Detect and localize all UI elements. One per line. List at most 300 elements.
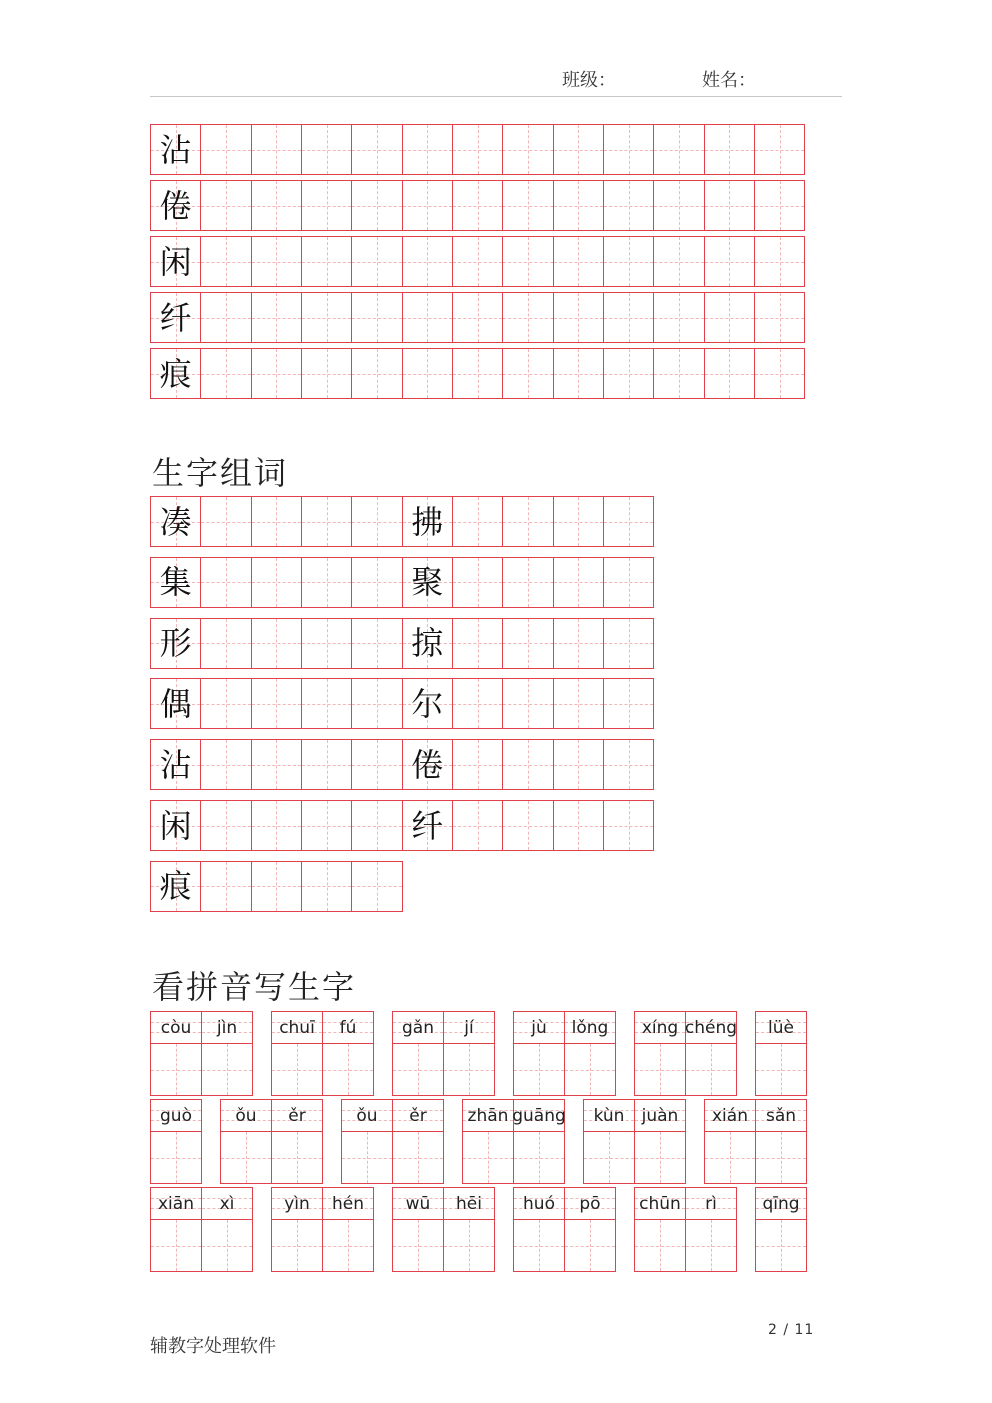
writing-box[interactable] [514, 1220, 564, 1271]
character-cell [150, 124, 201, 175]
pinyin-text: jìn [216, 1017, 238, 1038]
pinyin-text: chuī [279, 1017, 315, 1038]
character-text: 痕 [159, 867, 192, 906]
writing-cell[interactable] [502, 496, 553, 547]
writing-cell[interactable] [200, 180, 251, 231]
pinyin-group [150, 1099, 201, 1184]
writing-cell[interactable] [553, 348, 604, 399]
pinyin-label [635, 1188, 685, 1220]
pinyin-cell [513, 1011, 565, 1096]
writing-cell[interactable] [301, 800, 352, 851]
writing-cell[interactable] [452, 678, 503, 729]
pinyin-cell [150, 1187, 202, 1272]
writing-box[interactable] [272, 1220, 322, 1271]
writing-cell[interactable] [704, 292, 755, 343]
pinyin-text: yìn [284, 1193, 310, 1214]
pinyin-text: qīng [762, 1193, 800, 1214]
pinyin-cell [513, 1187, 565, 1272]
page-number: 2 / 11 [768, 1322, 815, 1338]
writing-box[interactable] [686, 1044, 736, 1095]
writing-cell[interactable] [754, 292, 805, 343]
pinyin-text: ǒu [356, 1105, 378, 1126]
writing-cell[interactable] [200, 800, 251, 851]
pinyin-label [635, 1100, 685, 1132]
pinyin-label [756, 1188, 806, 1220]
writing-cell[interactable] [200, 739, 251, 790]
writing-cell[interactable] [452, 124, 503, 175]
pinyin-cell [220, 1099, 272, 1184]
pinyin-group [271, 1187, 373, 1272]
pinyin-cell [201, 1187, 253, 1272]
class-label: 班级： [562, 70, 616, 91]
writing-box[interactable] [202, 1044, 252, 1095]
writing-cell[interactable] [603, 557, 654, 608]
writing-box[interactable] [635, 1220, 685, 1271]
writing-cell[interactable] [603, 236, 654, 287]
pinyin-label [272, 1012, 322, 1044]
writing-cell[interactable] [351, 496, 402, 547]
pinyin-text: guāng [512, 1105, 566, 1126]
practice-row [150, 236, 804, 287]
writing-cell[interactable] [301, 618, 352, 669]
writing-cell[interactable] [603, 124, 654, 175]
character-cell [402, 618, 453, 669]
pinyin-label [393, 1188, 443, 1220]
character-cell [150, 739, 201, 790]
word-row [150, 618, 653, 669]
writing-cell[interactable] [351, 678, 402, 729]
writing-cell[interactable] [452, 348, 503, 399]
writing-cell[interactable] [603, 348, 654, 399]
pinyin-cell [685, 1011, 737, 1096]
pinyin-group [150, 1187, 252, 1272]
writing-cell[interactable] [754, 236, 805, 287]
pinyin-text: huó [523, 1193, 555, 1214]
writing-cell[interactable] [653, 236, 704, 287]
writing-box[interactable] [635, 1044, 685, 1095]
pinyin-label [151, 1012, 201, 1044]
pinyin-label [202, 1188, 252, 1220]
character-text: 沾 [159, 130, 192, 169]
pinyin-cell [201, 1011, 253, 1096]
pinyin-cell [271, 1011, 323, 1096]
pinyin-label [272, 1188, 322, 1220]
writing-cell[interactable] [502, 678, 553, 729]
pinyin-text: còu [160, 1017, 192, 1038]
pinyin-text: wū [405, 1193, 431, 1214]
writing-cell[interactable] [200, 124, 251, 175]
writing-cell[interactable] [301, 739, 352, 790]
writing-box[interactable] [444, 1220, 494, 1271]
pinyin-label [393, 1100, 443, 1132]
writing-cell[interactable] [553, 800, 604, 851]
header-divider [150, 96, 842, 97]
writing-box[interactable] [393, 1044, 443, 1095]
writing-cell[interactable] [653, 292, 704, 343]
writing-cell[interactable] [251, 496, 302, 547]
pinyin-label [705, 1100, 755, 1132]
writing-cell[interactable] [553, 739, 604, 790]
pinyin-label [272, 1100, 322, 1132]
writing-cell[interactable] [553, 557, 604, 608]
character-cell [150, 800, 201, 851]
writing-cell[interactable] [200, 236, 251, 287]
writing-cell[interactable] [603, 739, 654, 790]
writing-cell[interactable] [251, 292, 302, 343]
word-row [150, 496, 653, 547]
writing-box[interactable] [393, 1132, 443, 1183]
practice-row [150, 124, 804, 175]
writing-box[interactable] [565, 1220, 615, 1271]
pinyin-group [220, 1099, 322, 1184]
writing-cell[interactable] [603, 618, 654, 669]
writing-cell[interactable] [603, 800, 654, 851]
pinyin-cell [392, 1099, 444, 1184]
writing-cell[interactable] [704, 348, 755, 399]
pinyin-text: xián [712, 1105, 748, 1126]
pinyin-group [462, 1099, 564, 1184]
character-text: 偶 [159, 684, 192, 723]
pinyin-cell [755, 1187, 807, 1272]
writing-cell[interactable] [502, 292, 553, 343]
writing-box[interactable] [323, 1220, 373, 1271]
writing-cell[interactable] [553, 678, 604, 729]
writing-cell[interactable] [603, 180, 654, 231]
writing-cell[interactable] [251, 124, 302, 175]
pinyin-text: kùn [593, 1105, 625, 1126]
writing-cell[interactable] [502, 348, 553, 399]
pinyin-label [444, 1188, 494, 1220]
writing-box[interactable] [151, 1220, 201, 1271]
pinyin-label [221, 1100, 271, 1132]
writing-cell[interactable] [754, 348, 805, 399]
writing-cell[interactable] [251, 678, 302, 729]
pinyin-label [463, 1100, 513, 1132]
pinyin-text: xì [219, 1193, 235, 1214]
pinyin-group [755, 1187, 806, 1272]
pinyin-group [392, 1187, 494, 1272]
pinyin-label [514, 1012, 564, 1044]
writing-cell[interactable] [351, 618, 402, 669]
writing-cell[interactable] [553, 292, 604, 343]
writing-box[interactable] [323, 1044, 373, 1095]
writing-cell[interactable] [402, 236, 453, 287]
pinyin-text: ǒu [235, 1105, 257, 1126]
character-cell [402, 800, 453, 851]
character-text: 掠 [411, 624, 444, 663]
pinyin-text: ěr [288, 1105, 306, 1126]
writing-cell[interactable] [200, 348, 251, 399]
pinyin-text: zhān [467, 1105, 509, 1126]
pinyin-group [341, 1099, 443, 1184]
pinyin-label [444, 1012, 494, 1044]
pinyin-label [565, 1012, 615, 1044]
pinyin-group [634, 1187, 736, 1272]
pinyin-text: ěr [409, 1105, 427, 1126]
writing-cell[interactable] [200, 618, 251, 669]
writing-cell[interactable] [553, 496, 604, 547]
pinyin-text: xiān [158, 1193, 194, 1214]
pinyin-group [583, 1099, 685, 1184]
writing-box[interactable] [221, 1132, 271, 1183]
pinyin-cell [462, 1099, 514, 1184]
writing-cell[interactable] [452, 557, 503, 608]
pinyin-cell [392, 1187, 444, 1272]
character-cell [150, 348, 201, 399]
writing-cell[interactable] [603, 292, 654, 343]
pinyin-cell [322, 1011, 374, 1096]
pinyin-cell [322, 1187, 374, 1272]
pinyin-text: hén [331, 1193, 364, 1214]
character-cell [150, 236, 201, 287]
pinyin-group [755, 1011, 806, 1096]
writing-cell[interactable] [704, 236, 755, 287]
writing-box[interactable] [444, 1044, 494, 1095]
pinyin-label [393, 1012, 443, 1044]
character-text: 形 [159, 624, 192, 663]
word-row [150, 557, 653, 608]
writing-box[interactable] [514, 1132, 564, 1183]
writing-cell[interactable] [502, 557, 553, 608]
pinyin-text: jí [464, 1017, 474, 1038]
pinyin-group [150, 1011, 252, 1096]
character-cell [150, 618, 201, 669]
pinyin-group [513, 1187, 615, 1272]
writing-cell[interactable] [603, 496, 654, 547]
pinyin-cell [634, 1187, 686, 1272]
pinyin-cell [634, 1099, 686, 1184]
pinyin-cell [704, 1099, 756, 1184]
writing-box[interactable] [463, 1132, 513, 1183]
pinyin-cell [755, 1099, 807, 1184]
pinyin-group [271, 1011, 373, 1096]
word-section-title: 生字组词 [152, 454, 289, 492]
footer-software-name: 辅教字处理软件 [150, 1336, 276, 1357]
writing-cell[interactable] [301, 180, 352, 231]
pinyin-text: chūn [639, 1193, 681, 1214]
writing-cell[interactable] [351, 557, 402, 608]
pinyin-label [342, 1100, 392, 1132]
pinyin-group [704, 1099, 806, 1184]
writing-cell[interactable] [502, 180, 553, 231]
writing-cell[interactable] [452, 236, 503, 287]
writing-cell[interactable] [351, 180, 402, 231]
writing-cell[interactable] [452, 292, 503, 343]
pinyin-cell [150, 1011, 202, 1096]
writing-cell[interactable] [452, 180, 503, 231]
character-text: 倦 [159, 186, 192, 225]
character-cell [150, 557, 201, 608]
writing-box[interactable] [756, 1132, 806, 1183]
character-text: 凑 [159, 502, 192, 541]
writing-cell[interactable] [301, 124, 352, 175]
pinyin-label [514, 1188, 564, 1220]
pinyin-group [392, 1011, 494, 1096]
writing-cell[interactable] [402, 348, 453, 399]
pinyin-label [686, 1188, 736, 1220]
writing-cell[interactable] [301, 861, 352, 912]
writing-cell[interactable] [502, 124, 553, 175]
writing-cell[interactable] [704, 124, 755, 175]
pinyin-cell [583, 1099, 635, 1184]
writing-cell[interactable] [351, 800, 402, 851]
writing-cell[interactable] [653, 124, 704, 175]
writing-cell[interactable] [200, 496, 251, 547]
pinyin-cell [392, 1011, 444, 1096]
writing-cell[interactable] [502, 739, 553, 790]
writing-cell[interactable] [351, 861, 402, 912]
pinyin-section-title: 看拼音写生字 [152, 968, 357, 1006]
pinyin-label [202, 1012, 252, 1044]
character-text: 倦 [411, 745, 444, 784]
writing-cell[interactable] [301, 348, 352, 399]
pinyin-label [151, 1100, 201, 1132]
character-text: 沾 [159, 745, 192, 784]
writing-cell[interactable] [351, 236, 402, 287]
writing-cell[interactable] [351, 292, 402, 343]
character-text: 纤 [411, 806, 444, 845]
pinyin-text: lǒng [571, 1017, 609, 1038]
writing-box[interactable] [514, 1044, 564, 1095]
writing-cell[interactable] [351, 348, 402, 399]
writing-cell[interactable] [754, 180, 805, 231]
writing-box[interactable] [686, 1220, 736, 1271]
writing-cell[interactable] [200, 557, 251, 608]
writing-cell[interactable] [452, 800, 503, 851]
writing-cell[interactable] [251, 180, 302, 231]
practice-row [150, 292, 804, 343]
writing-box[interactable] [635, 1132, 685, 1183]
writing-cell[interactable] [251, 557, 302, 608]
writing-cell[interactable] [200, 678, 251, 729]
writing-box[interactable] [705, 1132, 755, 1183]
writing-cell[interactable] [200, 292, 251, 343]
character-text: 闲 [159, 242, 192, 281]
pinyin-cell [634, 1011, 686, 1096]
writing-cell[interactable] [502, 236, 553, 287]
pinyin-label [756, 1100, 806, 1132]
writing-cell[interactable] [251, 800, 302, 851]
pinyin-cell [564, 1187, 616, 1272]
writing-cell[interactable] [704, 180, 755, 231]
word-row [150, 739, 653, 790]
writing-cell[interactable] [301, 236, 352, 287]
character-cell [402, 496, 453, 547]
writing-box[interactable] [342, 1132, 392, 1183]
pinyin-text: guò [160, 1105, 192, 1126]
writing-cell[interactable] [502, 800, 553, 851]
pinyin-label [514, 1100, 564, 1132]
pinyin-cell [685, 1187, 737, 1272]
pinyin-label [635, 1012, 685, 1044]
writing-cell[interactable] [251, 618, 302, 669]
writing-box[interactable] [756, 1044, 806, 1095]
pinyin-label [151, 1188, 201, 1220]
writing-box[interactable] [151, 1132, 201, 1183]
word-row [150, 861, 402, 912]
writing-cell[interactable] [251, 739, 302, 790]
name-label: 姓名： [702, 70, 756, 91]
writing-cell[interactable] [452, 496, 503, 547]
writing-cell[interactable] [452, 618, 503, 669]
writing-cell[interactable] [301, 496, 352, 547]
writing-cell[interactable] [653, 180, 704, 231]
writing-cell[interactable] [553, 236, 604, 287]
pinyin-cell [271, 1099, 323, 1184]
pinyin-text: rì [705, 1193, 717, 1214]
pinyin-cell [443, 1011, 495, 1096]
pinyin-label [323, 1012, 373, 1044]
writing-box[interactable] [565, 1044, 615, 1095]
writing-box[interactable] [272, 1132, 322, 1183]
writing-box[interactable] [584, 1132, 634, 1183]
character-text: 闲 [159, 806, 192, 845]
writing-cell[interactable] [754, 124, 805, 175]
writing-cell[interactable] [603, 678, 654, 729]
writing-cell[interactable] [452, 739, 503, 790]
writing-box[interactable] [756, 1220, 806, 1271]
writing-cell[interactable] [553, 618, 604, 669]
writing-cell[interactable] [351, 739, 402, 790]
word-row [150, 800, 653, 851]
writing-cell[interactable] [301, 678, 352, 729]
writing-cell[interactable] [553, 124, 604, 175]
character-text: 痕 [159, 354, 192, 393]
writing-cell[interactable] [351, 124, 402, 175]
writing-cell[interactable] [402, 124, 453, 175]
character-text: 纤 [159, 298, 192, 337]
writing-box[interactable] [151, 1044, 201, 1095]
practice-row [150, 180, 804, 231]
writing-cell[interactable] [402, 292, 453, 343]
writing-box[interactable] [202, 1220, 252, 1271]
writing-cell[interactable] [251, 236, 302, 287]
pinyin-cell [443, 1187, 495, 1272]
character-cell [150, 180, 201, 231]
pinyin-label [323, 1188, 373, 1220]
character-cell [150, 496, 201, 547]
writing-cell[interactable] [251, 348, 302, 399]
pinyin-text: jù [531, 1017, 547, 1038]
writing-cell[interactable] [301, 557, 352, 608]
pinyin-text: fú [339, 1017, 357, 1038]
pinyin-label [584, 1100, 634, 1132]
writing-box[interactable] [272, 1044, 322, 1095]
character-text: 聚 [411, 563, 444, 602]
practice-row [150, 348, 804, 399]
writing-cell[interactable] [301, 292, 352, 343]
writing-cell[interactable] [200, 861, 251, 912]
pinyin-text: chéng [684, 1017, 738, 1038]
character-text: 拂 [411, 502, 444, 541]
writing-cell[interactable] [502, 618, 553, 669]
writing-cell[interactable] [251, 861, 302, 912]
pinyin-cell [150, 1099, 202, 1184]
character-cell [402, 739, 453, 790]
character-cell [402, 557, 453, 608]
pinyin-text: lüè [768, 1017, 794, 1038]
writing-cell[interactable] [402, 180, 453, 231]
writing-cell[interactable] [553, 180, 604, 231]
pinyin-cell [755, 1011, 807, 1096]
pinyin-cell [564, 1011, 616, 1096]
pinyin-text: xíng [641, 1017, 679, 1038]
writing-box[interactable] [393, 1220, 443, 1271]
writing-cell[interactable] [653, 348, 704, 399]
pinyin-label [756, 1012, 806, 1044]
pinyin-group [513, 1011, 615, 1096]
pinyin-text: gǎn [402, 1017, 434, 1038]
